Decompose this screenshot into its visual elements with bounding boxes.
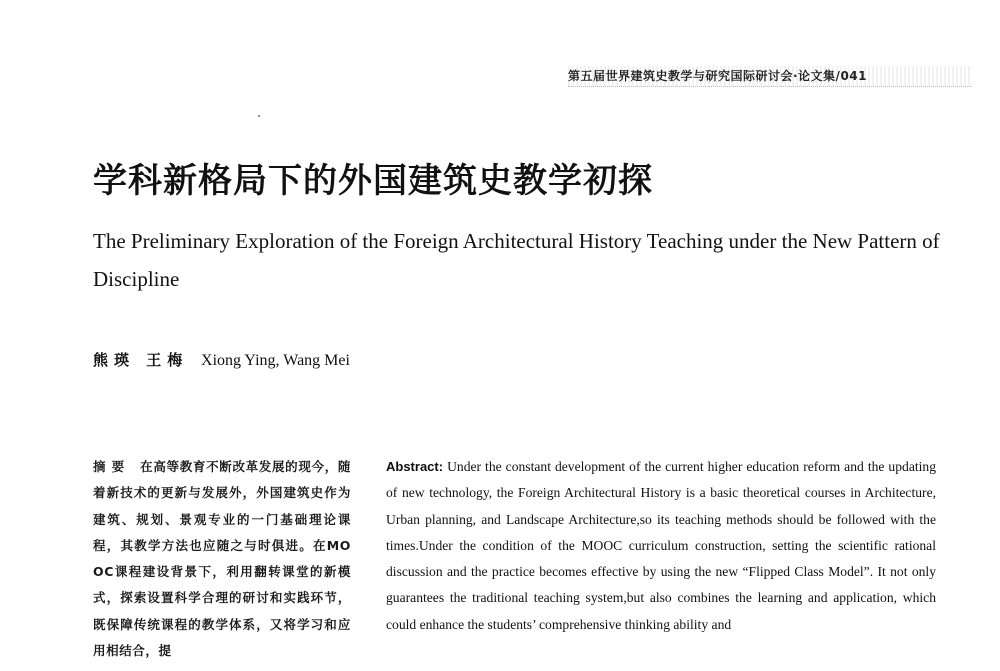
authors-english: Xiong Ying, Wang Mei <box>201 352 350 369</box>
abstract-chinese-label: 摘要 <box>93 459 131 474</box>
scan-speck <box>258 115 260 117</box>
abstract-english <box>386 454 936 638</box>
title-chinese: 学科新格局下的外国建筑史教学初探 <box>93 161 653 201</box>
abstract-english-text: Under the constant development of the current higher education reform and the updating of new technology, the Foreign Architectural History is a basic theoretical courses in Architecture, Urban planning, and Landscape Architecture,so its teaching methods should be followed with the times.Under the condition of the MOOC curriculum construction, setting the scientific rational discussion and the practice becomes effective by using the new “Flipped Class Model”. It not only guarantees the traditional teaching system,but also combines the learning and application, which could enhance the students’ comprehensive thinking ability and <box>386 459 936 632</box>
running-header: 第五届世界建筑史教学与研究国际研讨会·论文集/041 <box>568 66 972 87</box>
authors-chinese: 熊瑛 王梅 <box>93 351 189 369</box>
abstract-english-label: Abstract: <box>386 459 444 474</box>
title-english: The Preliminary Exploration of the Foreign Architectural History Teaching under the New Pattern of Discipline <box>93 229 940 291</box>
abstract-chinese <box>93 454 351 664</box>
author-line <box>93 346 350 375</box>
abstract-chinese-text: 在高等教育不断改革发展的现今，随着新技术的更新与发展外，外国建筑史作为建筑、规划、景观专业的一门基础理论课程，其教学方法也应随之与时俱进。在MOOC课程建设背景下，利用翻转课堂的新模式，探索设置科学合理的研讨和实践环节，既保障传统课程的教学体系，又将学习和应用相结合，提 <box>93 459 351 659</box>
